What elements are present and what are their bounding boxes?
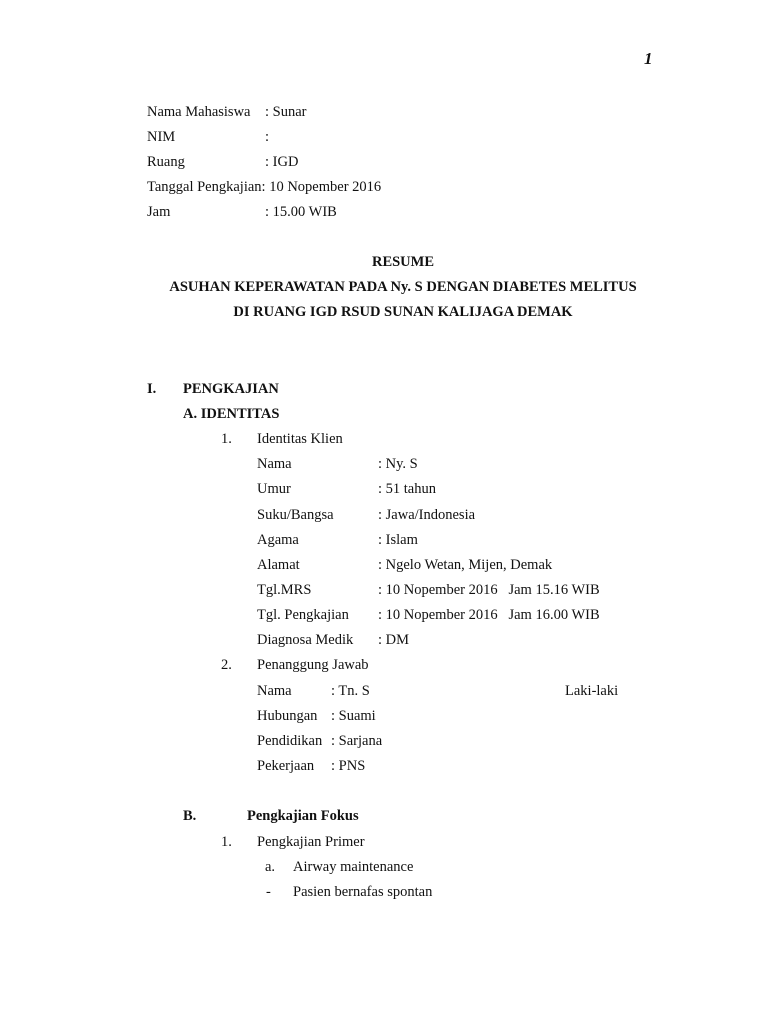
klien-label: Nama (257, 456, 292, 472)
title-line-3: DI RUANG IGD RSUD SUNAN KALIJAGA DEMAK (233, 304, 573, 320)
subsection-b-number: B. (183, 808, 197, 824)
pengkajian-primer-title: Pengkajian Primer (257, 834, 365, 850)
pj-label: Nama (257, 683, 292, 699)
klien-label: Tgl.MRS (257, 582, 312, 598)
section-number: I. (147, 381, 157, 397)
section-title: PENGKAJIAN (183, 381, 279, 397)
pengkajian-primer-number: 1. (221, 834, 232, 850)
klien-value: : 10 Nopember 2016 Jam 15.16 WIB (378, 582, 600, 598)
nim-label: NIM (147, 129, 176, 145)
klien-value: : Islam (378, 532, 418, 548)
identitas-klien-heading: Identitas Klien (257, 431, 343, 447)
airway-letter: a. (265, 859, 276, 875)
klien-label: Alamat (257, 557, 300, 573)
title-line-2: ASUHAN KEPERAWATAN PADA Ny. S DENGAN DIABETES MELITUS (169, 279, 637, 295)
klien-value: : 51 tahun (378, 481, 436, 497)
ruang-value: : IGD (265, 154, 299, 170)
tanggal-pengkajian: Tanggal Pengkajian: 10 Nopember 2016 (147, 179, 382, 195)
title-line-1: RESUME (371, 254, 435, 270)
klien-label: Suku/Bangsa (257, 507, 334, 523)
airway-title: Airway maintenance (293, 859, 414, 875)
pj-value: : Sarjana (331, 733, 383, 749)
pj-value: : Suami (331, 708, 376, 724)
nim-value: : (265, 129, 270, 145)
klien-value: : DM (378, 632, 410, 648)
klien-label: Umur (257, 481, 291, 497)
klien-value: : Ny. S (378, 456, 418, 472)
klien-value: : Ngelo Wetan, Mijen, Demak (378, 557, 553, 573)
klien-label: Tgl. Pengkajian (257, 607, 349, 623)
klien-value: : 10 Nopember 2016 Jam 16.00 WIB (378, 607, 600, 623)
subsection-identitas: A. IDENTITAS (183, 406, 280, 422)
penanggung-jawab-number: 2. (221, 657, 232, 673)
klien-label: Diagnosa Medik (257, 632, 354, 648)
pj-label: Hubungan (257, 708, 318, 724)
jam-label: Jam (147, 204, 171, 220)
subsection-b-title: Pengkajian Fokus (247, 808, 359, 824)
page-number: 1 (644, 49, 653, 68)
nama-mahasiswa-label: Nama Mahasiswa (147, 104, 251, 120)
jam-value: : 15.00 WIB (265, 204, 337, 220)
bullet-dash: - (266, 884, 271, 900)
pj-label: Pekerjaan (257, 758, 315, 774)
pj-value: : Tn. S (331, 683, 370, 699)
penanggung-jawab-heading: Penanggung Jawab (257, 657, 369, 673)
klien-value: : Jawa/Indonesia (378, 507, 476, 523)
pj-value: : PNS (331, 758, 366, 774)
klien-label: Agama (257, 532, 299, 548)
pj-label: Pendidikan (257, 733, 323, 749)
pj-gender: Laki-laki (565, 683, 619, 699)
identitas-klien-number: 1. (221, 431, 232, 447)
bullet-text: Pasien bernafas spontan (293, 884, 433, 900)
nama-mahasiswa-value: : Sunar (265, 104, 307, 120)
ruang-label: Ruang (147, 154, 185, 170)
